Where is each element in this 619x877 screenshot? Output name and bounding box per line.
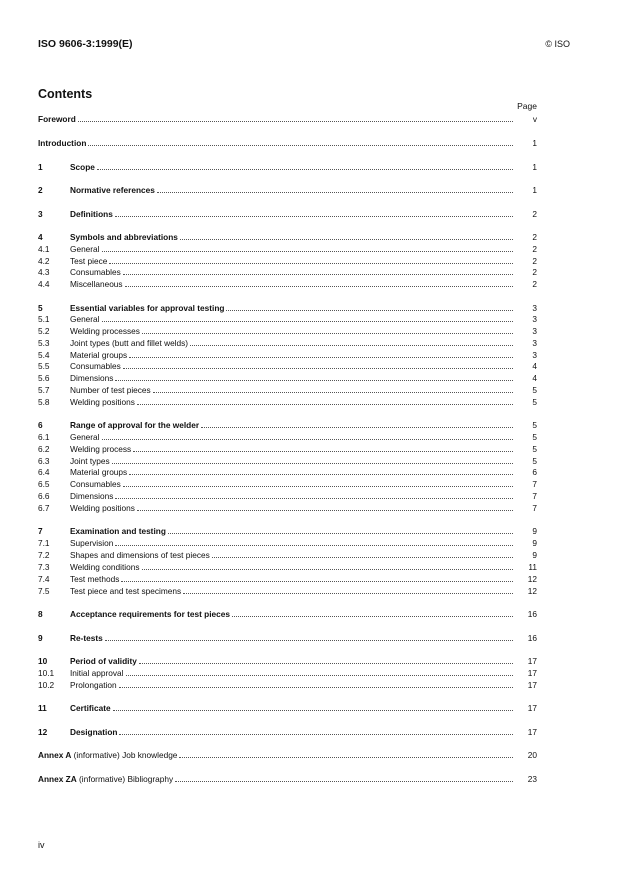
toc-entry-label: Symbols and abbreviations — [70, 232, 178, 242]
toc-entry[interactable] — [38, 384, 537, 395]
toc-entry-label: Range of approval for the welder — [70, 420, 200, 430]
toc-entry-number: 7.1 — [38, 538, 50, 548]
toc-entry-number: 9 — [38, 633, 43, 643]
toc-entry-page: 4 — [532, 361, 537, 371]
toc-entry[interactable] — [38, 161, 537, 172]
toc-entry-label: Material groups — [70, 467, 128, 477]
document-id: ISO 9606-3:1999(E) — [38, 38, 133, 50]
toc-entry-label: Welding process — [70, 444, 132, 454]
toc-entry[interactable] — [38, 573, 537, 584]
leader-dots — [115, 490, 513, 499]
toc-entry[interactable] — [38, 702, 537, 713]
toc-entry-label: Dimensions — [70, 373, 114, 383]
annex-title: (informative) Job knowledge — [71, 750, 178, 760]
toc-entry-number: 7.3 — [38, 562, 50, 572]
toc-entry[interactable] — [38, 419, 537, 430]
leader-dots — [168, 525, 513, 534]
leader-dots — [113, 702, 513, 711]
toc-entry-page: 12 — [527, 574, 537, 584]
leader-dots — [157, 184, 513, 193]
toc-entry-label: General — [70, 432, 100, 442]
toc-entry-label — [38, 750, 177, 761]
toc-entry-number: 4.3 — [38, 267, 50, 277]
leader-dots — [153, 384, 513, 393]
leader-dots — [129, 349, 513, 358]
toc-entry-page: 7 — [532, 503, 537, 513]
toc-entry-label: General — [70, 314, 100, 324]
toc-entry[interactable] — [38, 360, 537, 371]
toc-entry-page: 7 — [532, 479, 537, 489]
toc-entry[interactable] — [38, 325, 537, 336]
toc-entry[interactable] — [38, 278, 537, 289]
toc-entry[interactable] — [38, 679, 537, 690]
leader-dots — [226, 302, 513, 311]
toc-entry-number: 10.2 — [38, 680, 55, 690]
leader-dots — [105, 632, 513, 641]
leader-dots — [115, 537, 513, 546]
toc-entry[interactable] — [38, 466, 537, 477]
toc-entry-label: Welding conditions — [70, 562, 140, 572]
toc-entry-page: 5 — [532, 432, 537, 442]
toc-entry-number: 7.4 — [38, 574, 50, 584]
toc-entry[interactable] — [38, 608, 537, 619]
toc-entry-page: 12 — [527, 586, 537, 596]
toc-entry-number: 7.2 — [38, 550, 50, 560]
toc-entry-number: 6.2 — [38, 444, 50, 454]
leader-dots — [102, 431, 513, 440]
toc-entry-label: Introduction — [38, 138, 87, 148]
leader-dots — [112, 455, 513, 464]
toc-entry-page: 3 — [532, 314, 537, 324]
leader-dots — [179, 749, 513, 758]
toc-entry-label: Period of validity — [70, 656, 137, 666]
leader-dots — [97, 161, 513, 170]
toc-entry-label: Test piece and test specimens — [70, 586, 182, 596]
toc-entry-page: 11 — [528, 562, 537, 572]
toc-entry[interactable] — [38, 443, 537, 454]
toc-entry-label: Acceptance requirements for test pieces — [70, 609, 231, 619]
page-title: Contents — [38, 87, 93, 101]
toc-entry-label: Shapes and dimensions of test pieces — [70, 550, 210, 560]
toc-entry-number: 5.7 — [38, 385, 50, 395]
leader-dots — [133, 443, 513, 452]
toc-entry-number: 5.4 — [38, 350, 50, 360]
toc-entry-label — [38, 774, 173, 785]
toc-entry[interactable] — [38, 655, 537, 666]
toc-entry-number: 8 — [38, 609, 43, 619]
toc-entry-label: Supervision — [70, 538, 114, 548]
page-column-label: Page — [517, 101, 537, 111]
annex-label: Annex ZA — [38, 774, 77, 784]
toc-entry[interactable] — [38, 337, 537, 348]
toc-entry-label: Normative references — [70, 185, 155, 195]
toc-entry[interactable] — [38, 561, 537, 572]
toc-entry[interactable] — [38, 749, 537, 760]
toc-entry-number: 12 — [38, 727, 48, 737]
toc-entry-label: Joint types — [70, 456, 110, 466]
leader-dots — [126, 667, 513, 676]
toc-entry-label: Consumables — [70, 479, 121, 489]
toc-entry-page: 5 — [532, 397, 537, 407]
toc-entry[interactable] — [38, 231, 537, 242]
toc-entry-number: 5.2 — [38, 326, 50, 336]
toc-entry-number: 6 — [38, 420, 43, 430]
toc-entry-page: 5 — [532, 420, 537, 430]
leader-dots — [115, 372, 513, 381]
toc-entry-number: 6.1 — [38, 432, 50, 442]
toc-entry[interactable] — [38, 585, 537, 596]
toc-entry-page: 3 — [532, 350, 537, 360]
toc-entry-page: 3 — [532, 338, 537, 348]
toc-entry-label: Test methods — [70, 574, 120, 584]
toc-entry-number: 4.1 — [38, 244, 50, 254]
toc-entry-number: 4.4 — [38, 279, 50, 289]
toc-entry-page: 3 — [532, 303, 537, 313]
leader-dots — [115, 208, 513, 217]
toc-entry-label: Re-tests — [70, 633, 103, 643]
leader-dots — [180, 231, 513, 240]
toc-entry-page: 3 — [532, 326, 537, 336]
toc-entry-page: 2 — [532, 232, 537, 242]
toc-entry-page: 2 — [532, 209, 537, 219]
toc-entry-label: Essential variables for approval testing — [70, 303, 225, 313]
toc-entry-page: 1 — [532, 162, 537, 172]
toc-entry-label: Miscellaneous — [70, 279, 123, 289]
toc-entry-number: 4 — [38, 232, 43, 242]
toc-entry-number: 2 — [38, 185, 43, 195]
toc-entry[interactable] — [38, 502, 537, 513]
toc-entry-label: Consumables — [70, 267, 121, 277]
toc-entry[interactable] — [38, 667, 537, 678]
leader-dots — [129, 466, 513, 475]
leader-dots — [212, 549, 513, 558]
toc-entry-page: 2 — [532, 244, 537, 254]
leader-dots — [123, 478, 513, 487]
leader-dots — [175, 773, 513, 782]
toc-entry[interactable] — [38, 302, 537, 313]
leader-dots — [137, 396, 513, 405]
toc-entry[interactable] — [38, 243, 537, 254]
toc-entry-number: 11 — [38, 703, 47, 713]
toc-entry[interactable] — [38, 773, 537, 784]
toc-entry-page: 16 — [527, 609, 537, 619]
toc-entry-label: Foreword — [38, 114, 76, 124]
toc-entry-number: 6.4 — [38, 467, 50, 477]
leader-dots — [88, 137, 513, 146]
toc-entry-number: 5.6 — [38, 373, 50, 383]
toc-entry-page: 9 — [532, 526, 537, 536]
toc-entry[interactable] — [38, 113, 537, 124]
toc-entry-label: Prolongation — [70, 680, 117, 690]
toc-entry-label: Designation — [70, 727, 118, 737]
toc-entry-label: General — [70, 244, 100, 254]
toc-entry-number: 10.1 — [38, 668, 55, 678]
toc-entry-number: 6.5 — [38, 479, 50, 489]
copyright-notice: © ISO — [545, 39, 570, 49]
toc-entry-number: 10 — [38, 656, 48, 666]
toc-entry-number: 6.3 — [38, 456, 50, 466]
toc-entry[interactable] — [38, 455, 537, 466]
toc-entry[interactable] — [38, 537, 537, 548]
toc-entry-number: 5 — [38, 303, 43, 313]
toc-entry-page: 5 — [532, 456, 537, 466]
toc-entry-number: 6.6 — [38, 491, 50, 501]
toc-entry-label: Welding positions — [70, 503, 135, 513]
toc-entry[interactable] — [38, 431, 537, 442]
leader-dots — [142, 561, 514, 570]
toc-entry-page: 6 — [532, 467, 537, 477]
toc-entry-label: Material groups — [70, 350, 128, 360]
toc-entry-label: Certificate — [70, 703, 111, 713]
leader-dots — [232, 608, 513, 617]
toc-entry[interactable] — [38, 726, 537, 737]
toc-entry[interactable] — [38, 184, 537, 195]
toc-entry-page: 17 — [527, 668, 537, 678]
toc-entry[interactable] — [38, 490, 537, 501]
leader-dots — [121, 573, 513, 582]
toc-entry-number: 7.5 — [38, 586, 50, 596]
toc-entry-number: 1 — [38, 162, 43, 172]
toc-entry-page: 17 — [527, 727, 537, 737]
toc-entry-number: 7 — [38, 526, 43, 536]
toc-entry-label: Joint types (butt and fillet welds) — [70, 338, 189, 348]
toc-entry-page: 2 — [532, 279, 537, 289]
toc-entry-page: 1 — [532, 185, 537, 195]
leader-dots — [123, 266, 513, 275]
toc-entry-number: 5.3 — [38, 338, 50, 348]
annex-label: Annex A — [38, 750, 72, 760]
leader-dots — [142, 325, 513, 334]
toc-entry-page: 20 — [527, 750, 537, 760]
leader-dots — [137, 502, 513, 511]
leader-dots — [119, 726, 513, 735]
toc-entry[interactable] — [38, 478, 537, 489]
toc-entry-number: 5.5 — [38, 361, 50, 371]
leader-dots — [109, 255, 513, 264]
leader-dots — [78, 113, 513, 122]
toc-entry[interactable] — [38, 137, 537, 148]
toc-entry[interactable] — [38, 255, 537, 266]
toc-entry-page: 9 — [532, 538, 537, 548]
toc-entry-page: 17 — [527, 656, 537, 666]
toc-entry-page: v — [532, 114, 537, 124]
annex-title: (informative) Bibliography — [76, 774, 174, 784]
toc-entry-page: 4 — [532, 373, 537, 383]
leader-dots — [123, 360, 513, 369]
toc-entry-page: 2 — [532, 267, 537, 277]
toc-entry-page: 23 — [527, 774, 537, 784]
toc-entry[interactable] — [38, 313, 537, 324]
toc-entry[interactable] — [38, 266, 537, 277]
toc-entry-label: Test piece — [70, 256, 108, 266]
leader-dots — [201, 419, 513, 428]
toc-entry-label: Welding positions — [70, 397, 135, 407]
toc-entry-page: 1 — [532, 138, 537, 148]
toc-entry-number: 3 — [38, 209, 43, 219]
toc-entry[interactable] — [38, 349, 537, 360]
toc-entry[interactable] — [38, 549, 537, 560]
toc-entry-label: Examination and testing — [70, 526, 166, 536]
toc-entry-label: Scope — [70, 162, 95, 172]
toc-entry-page: 16 — [527, 633, 537, 643]
toc-entry-label: Dimensions — [70, 491, 114, 501]
page-number: iv — [38, 840, 45, 850]
toc-entry[interactable] — [38, 208, 537, 219]
toc-entry[interactable] — [38, 372, 537, 383]
leader-dots — [139, 655, 513, 664]
toc-entry-label: Initial approval — [70, 668, 124, 678]
toc-entry-number: 5.1 — [38, 314, 50, 324]
leader-dots — [102, 243, 513, 252]
toc-entry-page: 7 — [532, 491, 537, 501]
leader-dots — [183, 585, 513, 594]
leader-dots — [125, 278, 513, 287]
toc-entry-number: 5.8 — [38, 397, 50, 407]
toc-entry-page: 5 — [532, 385, 537, 395]
toc-entry-number: 6.7 — [38, 503, 50, 513]
toc-entry-page: 17 — [527, 703, 537, 713]
toc-entry-label: Consumables — [70, 361, 121, 371]
toc-entry[interactable] — [38, 396, 537, 407]
leader-dots — [119, 679, 513, 688]
toc-entry-page: 9 — [532, 550, 537, 560]
toc-entry-number: 4.2 — [38, 256, 50, 266]
toc-entry-label: Definitions — [70, 209, 113, 219]
leader-dots — [190, 337, 513, 346]
leader-dots — [102, 313, 513, 322]
toc-entry-page: 2 — [532, 256, 537, 266]
toc-entry[interactable] — [38, 525, 537, 536]
toc-entry-page: 5 — [532, 444, 537, 454]
toc-entry-page: 17 — [527, 680, 537, 690]
toc-entry-label: Welding processes — [70, 326, 140, 336]
toc-entry[interactable] — [38, 632, 537, 643]
toc-entry-label: Number of test pieces — [70, 385, 151, 395]
